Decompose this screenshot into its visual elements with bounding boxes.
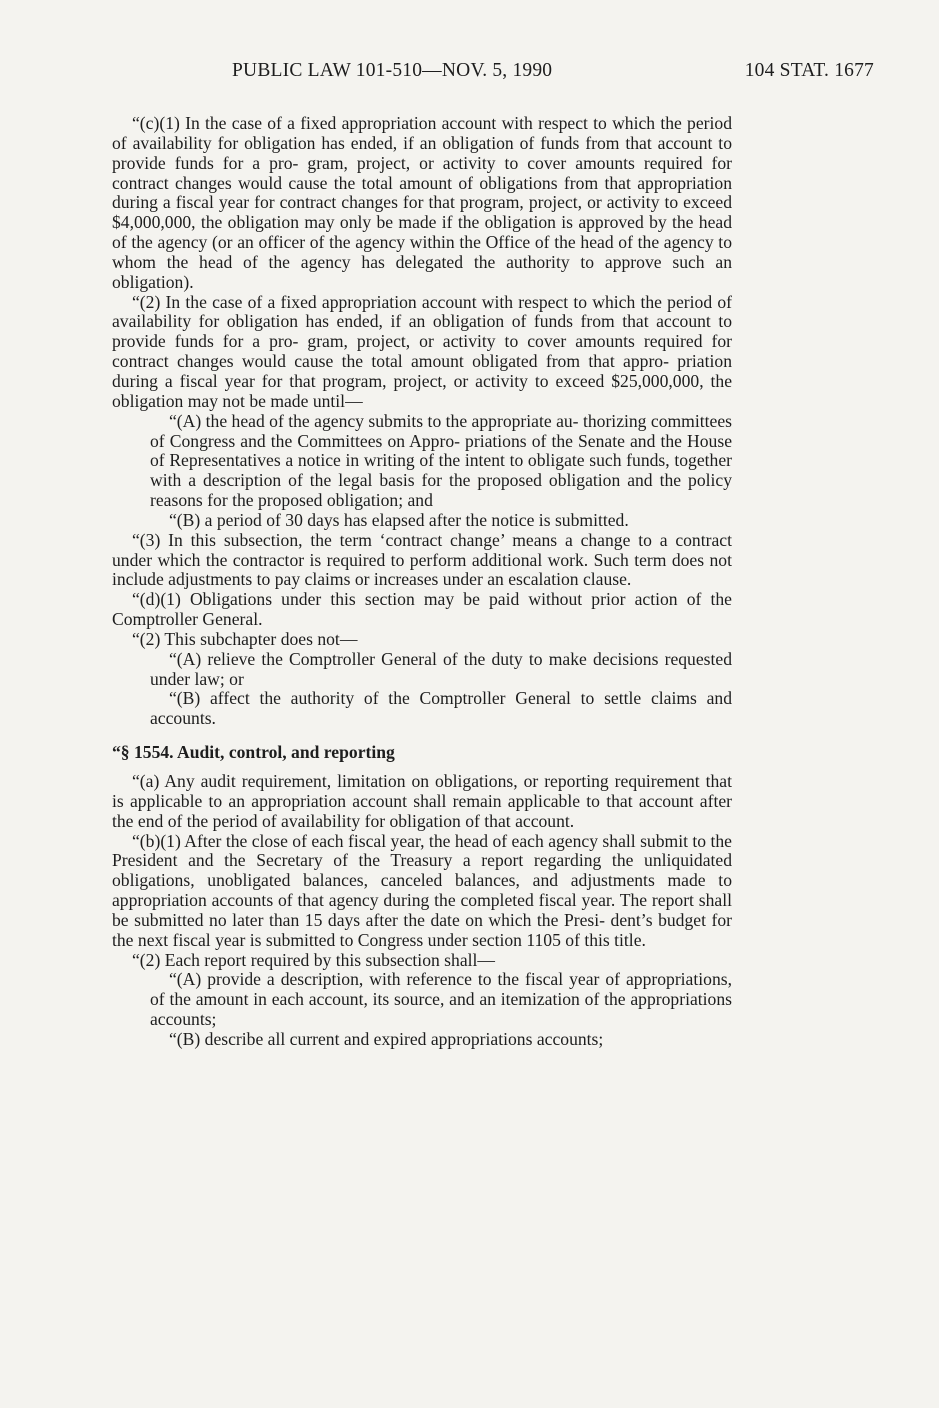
paragraph-d2-B: “(B) affect the authority of the Comptroller General to settle claims and accounts. xyxy=(150,688,732,729)
document-body xyxy=(112,114,732,1050)
paragraph-c2: “(2) In the case of a fixed appropriation account with respect to which the period of availability for obligation has ended, if an obligation of funds from that account to provide funds for a pro- gram, project, or activity to cover amounts required for contract changes would cause the total amount obligated from that appro- priation during a fiscal year for that program, project, or activity to exceed $25,000,000, the obligation may not be made until— xyxy=(112,291,732,411)
paragraph-c3: “(3) In this subsection, the term ‘contract change’ means a change to a contract under which the contractor is required to perform additional work. Such term does not include adjustments to pay claims or increases under an escalation clause. xyxy=(112,529,732,590)
running-head-title: PUBLIC LAW 101-510—NOV. 5, 1990 xyxy=(232,60,553,81)
paragraph-c2-A: “(A) the head of the agency submits to the appropriate au- thorizing committees of Congress and the Committees on Appro- priations of the Senate and the House of Representatives a notice in writing of the intent to obligate such funds, together with a description of the legal basis for the proposed obligation and the policy reasons for the proposed obligation; and xyxy=(150,410,732,511)
paragraph-1554-b1: “(b)(1) After the close of each fiscal year, the head of each agency shall submit to the President and the Secretary of the Treasury a report regarding the unliquidated obligations, unobligated balances, canceled balances, and adjustments made to appropriation accounts of that agency during the completed fiscal year. The report shall be submitted no later than 15 days after the date on which the Presi- dent’s budget for the next fiscal year is submitted to Congress under section 1105 of this title. xyxy=(112,830,732,950)
paragraph-1554-b2-B: “(B) describe all current and expired appropriations accounts; xyxy=(169,1028,604,1049)
paragraph-1554-b2: “(2) Each report required by this subsection shall— xyxy=(132,949,496,970)
paragraph-d1: “(d)(1) Obligations under this section may be paid without prior action of the Comptroller General. xyxy=(112,589,732,630)
paragraph-c1: “(c)(1) In the case of a fixed appropriation account with respect to which the period of availability for obligation has ended, if an obligation of funds from that account to provide funds for a pro- gram, project, or activity to cover amounts required for contract changes would cause the total amount of obligations from that appropriation during a fiscal year for contract changes for that program, project, or activity to exceed $4,000,000, the obligation may only be made if the obligation is approved by the head of the agency (or an officer of the agency within the Office of the head of the agency to whom the head of the agency has delegated the authority to approve such an obligation). xyxy=(112,113,732,292)
paragraph-d2: “(2) This subchapter does not— xyxy=(132,628,358,649)
paragraph-d2-A: “(A) relieve the Comptroller General of the duty to make decisions requested under law; or xyxy=(150,648,732,689)
page-folio: 104 STAT. 1677 xyxy=(744,60,874,81)
paragraph-c2-B: “(B) a period of 30 days has elapsed after the notice is submitted. xyxy=(169,509,629,530)
section-heading-1554: “§ 1554. Audit, control, and reporting xyxy=(112,742,395,763)
paragraph-1554-a: “(a) Any audit requirement, limitation on obligations, or reporting requirement that is applicable to an appropriation account shall remain applicable to that account after the end of the period of availability for obligation of that account. xyxy=(112,771,732,831)
paragraph-1554-b2-A: “(A) provide a description, with reference to the fiscal year of appropriations, of the amount in each account, its source, and an itemization of the appropriations accounts; xyxy=(150,969,732,1030)
running-head xyxy=(112,60,874,90)
